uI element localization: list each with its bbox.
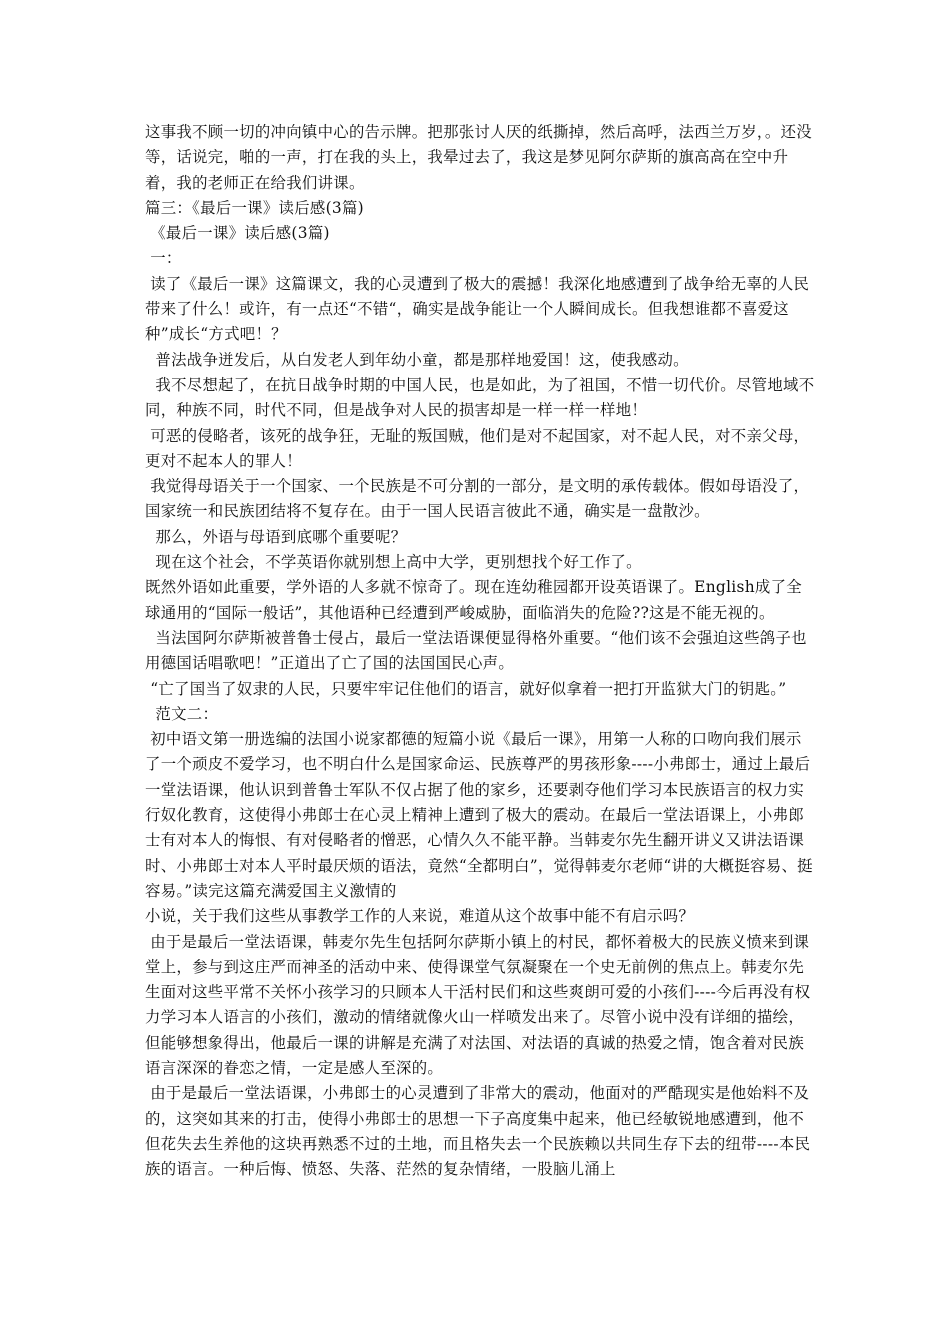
paragraph: 我觉得母语关于一个国家、一个民族是不可分割的一部分，是文明的承传载体。假如母语没了，国家统一和民族团结将不复存在。由于一国人民语言彼此不通，确实是一盘散沙。 [145,477,810,521]
paragraph: 小说，关于我们这些从事教学工作的人来说，难道从这个故事中能不有启示吗？ [145,907,695,926]
paragraph: 现在这个社会，不学英语你就别想上高中大学，更别想找个好工作了。 [145,553,642,572]
paragraph: 这事我不顾一切的冲向镇中心的告示牌。把那张讨人厌的纸撕掉，然后高呼，法西兰万岁，。还没等，话说完，啪的一声，打在我的头上，我晕过去了，我这是梦见阿尔萨斯的旗高高在空中升着，我的老师正在给我们讲课。 [145,123,812,192]
paragraph: 我不尽想起了，在抗日战争时期的中国人民，也是如此，为了祖国，不惜一切代价。尽管地域不同，种族不同，时代不同，但是战争对人民的损害却是一样一样一样地！ [145,375,815,420]
paragraph: 可恶的侵略者，该死的战争狂，无耻的叛国贼，他们是对不起国家，对不起人民，对不亲父母，更对不起本人的罪人！ [145,426,810,470]
paragraph: 由于是最后一堂法语课，韩麦尔先生包括阿尔萨斯小镇上的村民，都怀着极大的民族义愤来到课堂上，参与到这庄严而神圣的活动中来、使得课堂气氛凝聚在一个史无前例的焦点上。韩麦尔先生面对这些平常不关怀小孩学习的只顾本人干活村民们和这些爽朗可爱的小孩们----今后再没有权力学习本人语言的小孩们，激动的情绪就像火山一样喷发出来了。尽管小说中没有详细的描绘，但能够想象得出，他最后一课的讲解是充满了对法国、对法语的真诚的热爱之情，饱含着对民族语言深深的眷恋之情，一定是感人至深的。 [145,932,811,1077]
subsection-label: 范文二： [145,704,219,723]
paragraph: 当法国阿尔萨斯被普鲁士侵占，最后一堂法语课便显得格外重要。“他们该不会强迫这些鸽子也用德国话唱歌吧！”正道出了亡了国的法国国民心声。 [145,628,807,673]
paragraph: “亡了国当了奴隶的人民，只要牢牢记住他们的语言，就好似拿着一把打开监狱大门的钥匙。” [145,679,787,698]
paragraph: 普法战争迸发后，从白发老人到年幼小童，都是那样地爱国！这，使我感动。 [145,350,689,369]
paragraph: 读了《最后一课》这篇课文，我的心灵遭到了极大的震撼！我深化地感遭到了战争给无辜的人民带来了什么！或许，有一点还“不错“，确实是战争能让一个人瞬间成长。但我想谁都不喜爱这种”成长“方式吧！？ [145,274,810,344]
paragraph: 由于是最后一堂法语课，小弗郎士的心灵遭到了非常大的震动，他面对的严酷现实是他始料不及的，这突如其来的打击，使得小弗郎士的思想一下子高度集中起来，他已经敏锐地感遭到，他不但花失去生养他的这块再熟悉不过的土地，而且格失去一个民族赖以共同生存下去的纽带----本民族的语言。一种后悔、愤怒、失落、茫然的复杂情绪，一股脑儿涌上 [145,1084,811,1179]
paragraph: 既然外语如此重要，学外语的人多就不惊奇了。现在连幼稚园都开设英语课了。English成了全球通用的“国际一般话”，其他语种已经遭到严峻威胁，面临消失的危险??这是不能无视的。 [145,578,802,622]
subsection-label: 一： [145,249,182,268]
document-body [145,120,817,1182]
paragraph: 初中语文第一册选编的法国小说家都德的短篇小说《最后一课》，用第一人称的口吻向我们展示了一个顽皮不爱学习，也不明白什么是国家命运、民族尊严的男孩形象----小弗郎士，通过上最后一堂法语课，他认识到普鲁士军队不仅占据了他的家乡，还要剥夺他们学习本民族语言的权力实行奴化教育，这使得小弗郎士在心灵上精神上遭到了极大的震动。在最后一堂法语课上，小弗郎士有对本人的悔恨、有对侵略者的憎恶，心情久久不能平静。当韩麦尔先生翻开讲义又讲法语课时、小弗郎士对本人平时最厌烦的语法，竟然“全都明白”，觉得韩麦尔老师“讲的大概挺容易、挺容易。”读完这篇充满爱国主义激情的 [145,730,813,900]
section-heading: 篇三：《最后一课》读后感(3篇) [145,198,364,217]
paragraph: 那么，外语与母语到底哪个重要呢？ [145,527,407,546]
article-title: 《最后一课》读后感(3篇) [145,224,330,243]
